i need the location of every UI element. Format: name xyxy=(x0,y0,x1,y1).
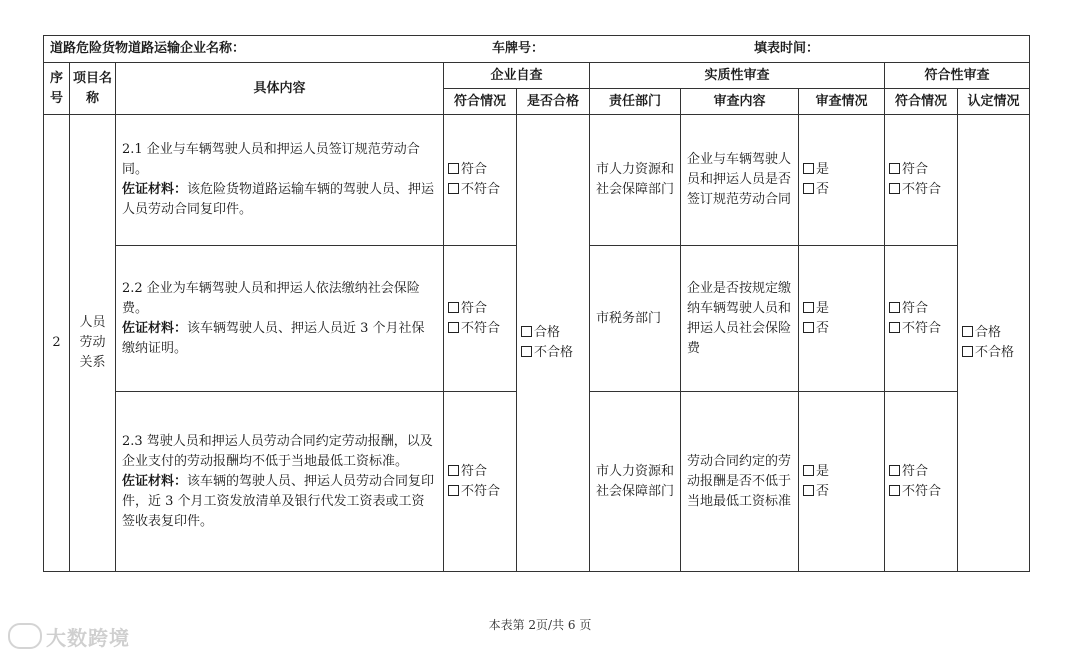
col-qualified-header: 是否合格 xyxy=(517,89,590,115)
substantive-review-header: 实质性审查 xyxy=(590,63,885,89)
checkbox-unqualified[interactable]: 不合格 xyxy=(521,343,589,363)
checkbox-nonconform[interactable]: 不符合 xyxy=(889,319,957,339)
checkbox-icon xyxy=(448,183,459,194)
review-status-cell xyxy=(799,392,885,572)
checkbox-yes[interactable]: 是 xyxy=(803,299,884,319)
checkbox-yes[interactable]: 是 xyxy=(803,462,884,482)
col-item-header: 项目名称 xyxy=(70,63,116,115)
checkbox-noncompliant[interactable]: 不符合 xyxy=(448,180,516,200)
checkbox-nonconform[interactable]: 不符合 xyxy=(889,482,957,502)
subitem-content xyxy=(116,246,444,392)
checkbox-conform[interactable]: 符合 xyxy=(889,462,957,482)
form-title-row xyxy=(44,36,1030,63)
plate-number-label: 车牌号： xyxy=(492,41,545,56)
checkbox-icon xyxy=(521,346,532,357)
subitem-content xyxy=(116,392,444,572)
qualified-cell xyxy=(517,115,590,572)
checkbox-yes[interactable]: 是 xyxy=(803,160,884,180)
watermark-text: 大数跨境 xyxy=(46,626,130,650)
checkbox-nonconform[interactable]: 不符合 xyxy=(889,180,957,200)
col-determination-header: 认定情况 xyxy=(958,89,1030,115)
review-content: 劳动合同约定的劳动报酬是否不低于当地最低工资标准 xyxy=(681,392,799,572)
checkbox-no[interactable]: 否 xyxy=(803,180,884,200)
checkbox-icon xyxy=(448,322,459,333)
evidence-label: 佐证材料： xyxy=(122,320,188,336)
checkbox-icon xyxy=(521,326,532,337)
evidence-label: 佐证材料： xyxy=(122,473,188,489)
watermark-logo-icon xyxy=(8,623,42,649)
checkbox-icon xyxy=(889,465,900,476)
conform-status-cell xyxy=(885,392,958,572)
review-content: 企业与车辆驾驶人员和押运人员是否签订规范劳动合同 xyxy=(681,115,799,246)
checkbox-icon xyxy=(889,302,900,313)
conform-status-cell xyxy=(885,115,958,246)
col-review-status-header: 审查情况 xyxy=(799,89,885,115)
review-content: 企业是否按规定缴纳车辆驾驶人员和押运人员社会保险费 xyxy=(681,246,799,392)
checkbox-icon xyxy=(803,302,814,313)
checkbox-icon xyxy=(962,346,973,357)
checkbox-icon xyxy=(803,163,814,174)
col-conform-status-header: 符合情况 xyxy=(885,89,958,115)
evidence-text: 该车辆驾驶人员、押运人员近 3 个月社保缴纳证明。 xyxy=(122,320,425,356)
evidence-text: 该车辆的驾驶人员、押运人员劳动合同复印件，近 3 个月工资发放清单及银行代发工资表或工资签收表复印件。 xyxy=(122,473,435,529)
responsible-dept: 市税务部门 xyxy=(590,246,681,392)
subitem-content xyxy=(116,115,444,246)
review-status-cell xyxy=(799,115,885,246)
col-seq-header: 序号 xyxy=(44,63,70,115)
row-seq: 2 xyxy=(44,115,70,572)
subitem-requirement: 2.2 企业为车辆驾驶人员和押运人依法缴纳社会保险费。 xyxy=(122,280,420,316)
fill-date-label: 填表时间： xyxy=(754,41,820,56)
checkbox-icon xyxy=(448,163,459,174)
compliance-cell xyxy=(444,392,517,572)
subitem-requirement: 2.1 企业与车辆驾驶人员和押运人员签订规范劳动合同。 xyxy=(122,142,420,177)
conformity-review-header: 符合性审查 xyxy=(885,63,1030,89)
checkbox-qualified[interactable]: 合格 xyxy=(521,323,589,343)
checkbox-compliant[interactable]: 符合 xyxy=(448,299,516,319)
table-row xyxy=(44,115,1030,246)
checkbox-no[interactable]: 否 xyxy=(803,482,884,502)
col-content-header: 具体内容 xyxy=(116,63,444,115)
checkbox-icon xyxy=(448,465,459,476)
compliance-cell xyxy=(444,246,517,392)
responsible-dept: 市人力资源和社会保障部门 xyxy=(590,115,681,246)
checkbox-icon xyxy=(962,326,973,337)
checkbox-no[interactable]: 否 xyxy=(803,319,884,339)
checkbox-conform[interactable]: 符合 xyxy=(889,160,957,180)
checkbox-compliant[interactable]: 符合 xyxy=(448,160,516,180)
determination-cell xyxy=(958,115,1030,572)
subitem-requirement: 2.3 驾驶人员和押运人员劳动合同约定劳动报酬，以及企业支付的劳动报酬均不低于当地最低工资标准。 xyxy=(122,433,433,469)
checkbox-determined-unqualified[interactable]: 不合格 xyxy=(962,343,1029,363)
review-status-cell xyxy=(799,246,885,392)
checkbox-noncompliant[interactable]: 不符合 xyxy=(448,319,516,339)
checkbox-icon xyxy=(889,322,900,333)
col-review-content-header: 审查内容 xyxy=(681,89,799,115)
checkbox-icon xyxy=(448,302,459,313)
checkbox-icon xyxy=(803,465,814,476)
inspection-form-table xyxy=(43,35,1030,572)
col-dept-header: 责任部门 xyxy=(590,89,681,115)
checkbox-conform[interactable]: 符合 xyxy=(889,299,957,319)
checkbox-icon xyxy=(889,485,900,496)
col-compliance-header: 符合情况 xyxy=(444,89,517,115)
responsible-dept: 市人力资源和社会保障部门 xyxy=(590,392,681,572)
company-name-label: 道路危险货物道路运输企业名称： xyxy=(50,41,246,56)
checkbox-icon xyxy=(803,485,814,496)
checkbox-icon xyxy=(448,485,459,496)
evidence-label: 佐证材料： xyxy=(122,182,188,197)
page-footer: 本表第 2页/共 6 页 xyxy=(488,618,592,632)
checkbox-icon xyxy=(889,183,900,194)
checkbox-icon xyxy=(803,322,814,333)
watermark xyxy=(8,622,130,651)
checkbox-icon xyxy=(889,163,900,174)
row-item-name: 人员劳动关系 xyxy=(70,115,116,572)
compliance-cell xyxy=(444,115,517,246)
checkbox-determined-qualified[interactable]: 合格 xyxy=(962,323,1029,343)
evidence-text: 该危险货物道路运输车辆的驾驶人员、押运人员劳动合同复印件。 xyxy=(122,182,435,217)
checkbox-compliant[interactable]: 符合 xyxy=(448,462,516,482)
conform-status-cell xyxy=(885,246,958,392)
checkbox-icon xyxy=(803,183,814,194)
self-check-header: 企业自查 xyxy=(444,63,590,89)
checkbox-noncompliant[interactable]: 不符合 xyxy=(448,482,516,502)
